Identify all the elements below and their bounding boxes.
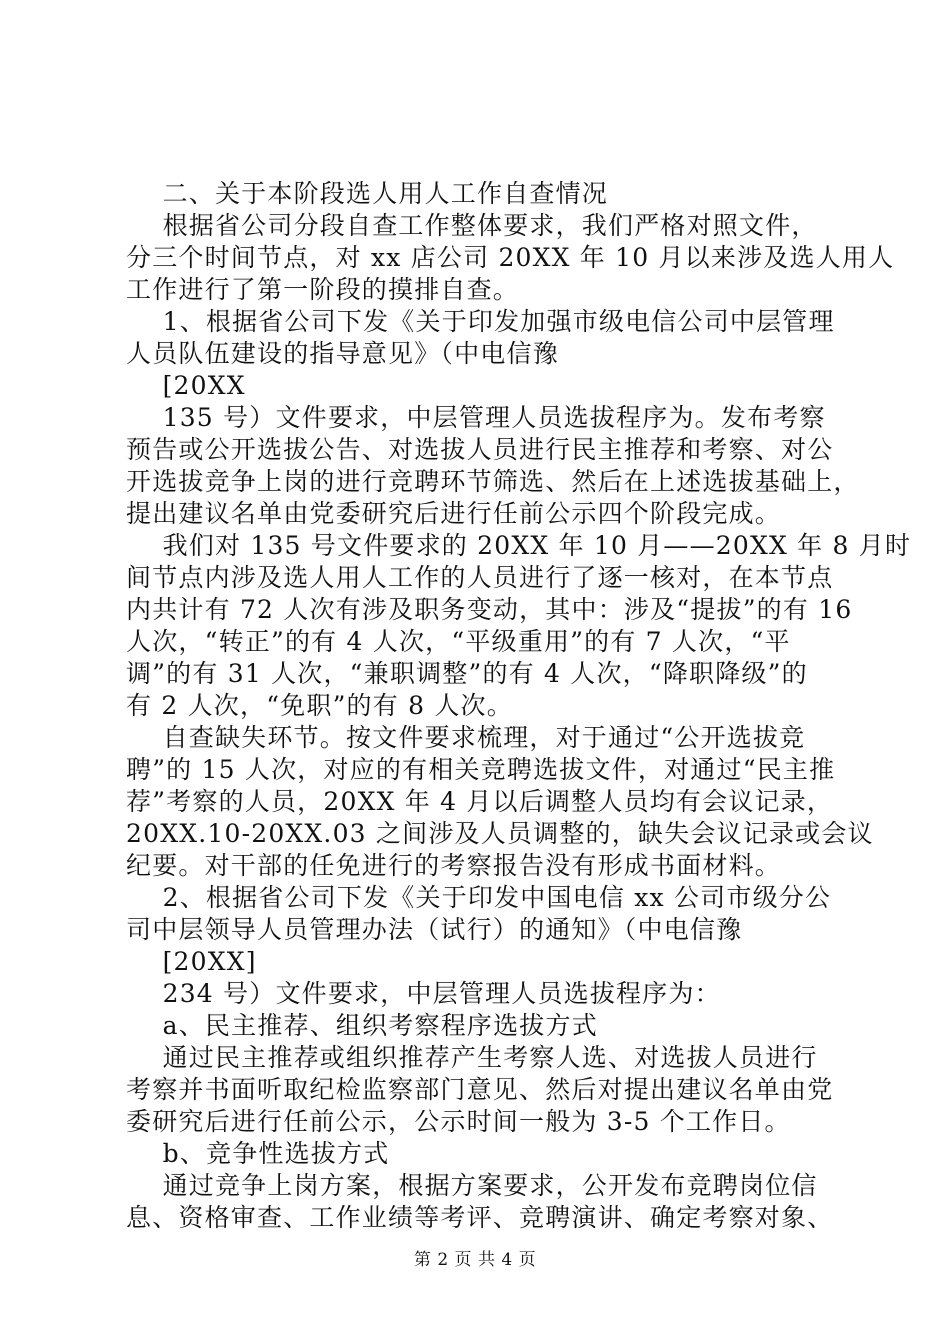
paragraph-line: 根据省公司分段自查工作整体要求，我们严格对照文件， <box>126 211 818 240</box>
paragraph-line: 司中层领导人员管理办法（试行）的通知》（中电信豫 <box>126 915 743 944</box>
paragraph-line: 内共计有 72 人次有涉及职务变动，其中：涉及“提拔”的有 16 <box>126 595 853 624</box>
paragraph-line: 委研究后进行任前公示，公示时间一般为 3-5 个工作日。 <box>126 1107 791 1136</box>
paragraph-line: 2、根据省公司下发《关于印发中国电信 xx 公司市级分公 <box>126 883 832 912</box>
paragraph-line: 纪要。对干部的任免进行的考察报告没有形成书面材料。 <box>126 851 782 880</box>
page-footer: 第 2 页 共 4 页 <box>413 1250 537 1270</box>
paragraph-line: 提出建议名单由党委研究后进行任前公示四个阶段完成。 <box>126 499 782 528</box>
paragraph-line: 234 号）文件要求，中层管理人员选拔程序为： <box>126 979 721 1008</box>
paragraph-line: 分三个时间节点，对 xx 店公司 20XX 年 10 月以来涉及选人用人 <box>126 243 895 272</box>
paragraph-line: 调”的有 31 人次，“兼职调整”的有 4 人次，“降职降级”的 <box>126 659 808 688</box>
paragraph-line: 荐”考察的人员，20XX 年 4 月以后调整人员均有会议记录， <box>126 787 834 816</box>
paragraph-line: 135 号）文件要求，中层管理人员选拔程序为。发布考察 <box>126 403 826 432</box>
paragraph-line: [20XX] <box>126 947 257 976</box>
paragraph-line: 通过竞争上岗方案，根据方案要求，公开发布竞聘岗位信 <box>126 1171 818 1200</box>
paragraph-line: 1、根据省公司下发《关于印发加强市级电信公司中层管理 <box>126 307 835 336</box>
paragraph-line: 考察并书面听取纪检监察部门意见、然后对提出建议名单由党 <box>126 1075 834 1104</box>
paragraph-line: 人员队伍建设的指导意见》（中电信豫 <box>126 339 559 368</box>
paragraph-line: 人次，“转正”的有 4 人次，“平级重用”的有 7 人次，“平 <box>126 627 791 656</box>
paragraph-line: 聘”的 15 人次，对应的有相关竞聘选拔文件，对通过“民主推 <box>126 755 836 784</box>
paragraph-line: 有 2 人次，“免职”的有 8 人次。 <box>126 691 513 720</box>
paragraph-line: 通过民主推荐或组织推荐产生考察人选、对选拔人员进行 <box>126 1043 818 1072</box>
subsection-heading: b、竞争性选拔方式 <box>126 1139 390 1168</box>
paragraph-line: 自查缺失环节。按文件要求梳理，对于通过“公开选拔竞 <box>126 723 806 752</box>
paragraph-line: 20XX.10-20XX.03 之间涉及人员调整的，缺失会议记录或会议 <box>126 819 874 848</box>
paragraph-line: 间节点内涉及选人用人工作的人员进行了逐一核对，在本节点 <box>126 563 834 592</box>
section-heading: 二、关于本阶段选人用人工作自查情况 <box>126 179 608 208</box>
paragraph-line: 工作进行了第一阶段的摸排自查。 <box>126 275 520 304</box>
paragraph-line: 预告或公开选拔公告、对选拔人员进行民主推荐和考察、对公 <box>126 435 834 464</box>
paragraph-line: 开选拔竞争上岗的进行竞聘环节筛选、然后在上述选拔基础上， <box>126 467 860 496</box>
paragraph-line: 我们对 135 号文件要求的 20XX 年 10 月——20XX 年 8 月时 <box>126 531 912 560</box>
paragraph-line: [20XX <box>126 371 246 400</box>
paragraph-line: 息、资格审查、工作业绩等考评、竞聘演讲、确定考察对象、 <box>126 1203 834 1232</box>
subsection-heading: a、民主推荐、组织考察程序选拔方式 <box>126 1011 598 1040</box>
